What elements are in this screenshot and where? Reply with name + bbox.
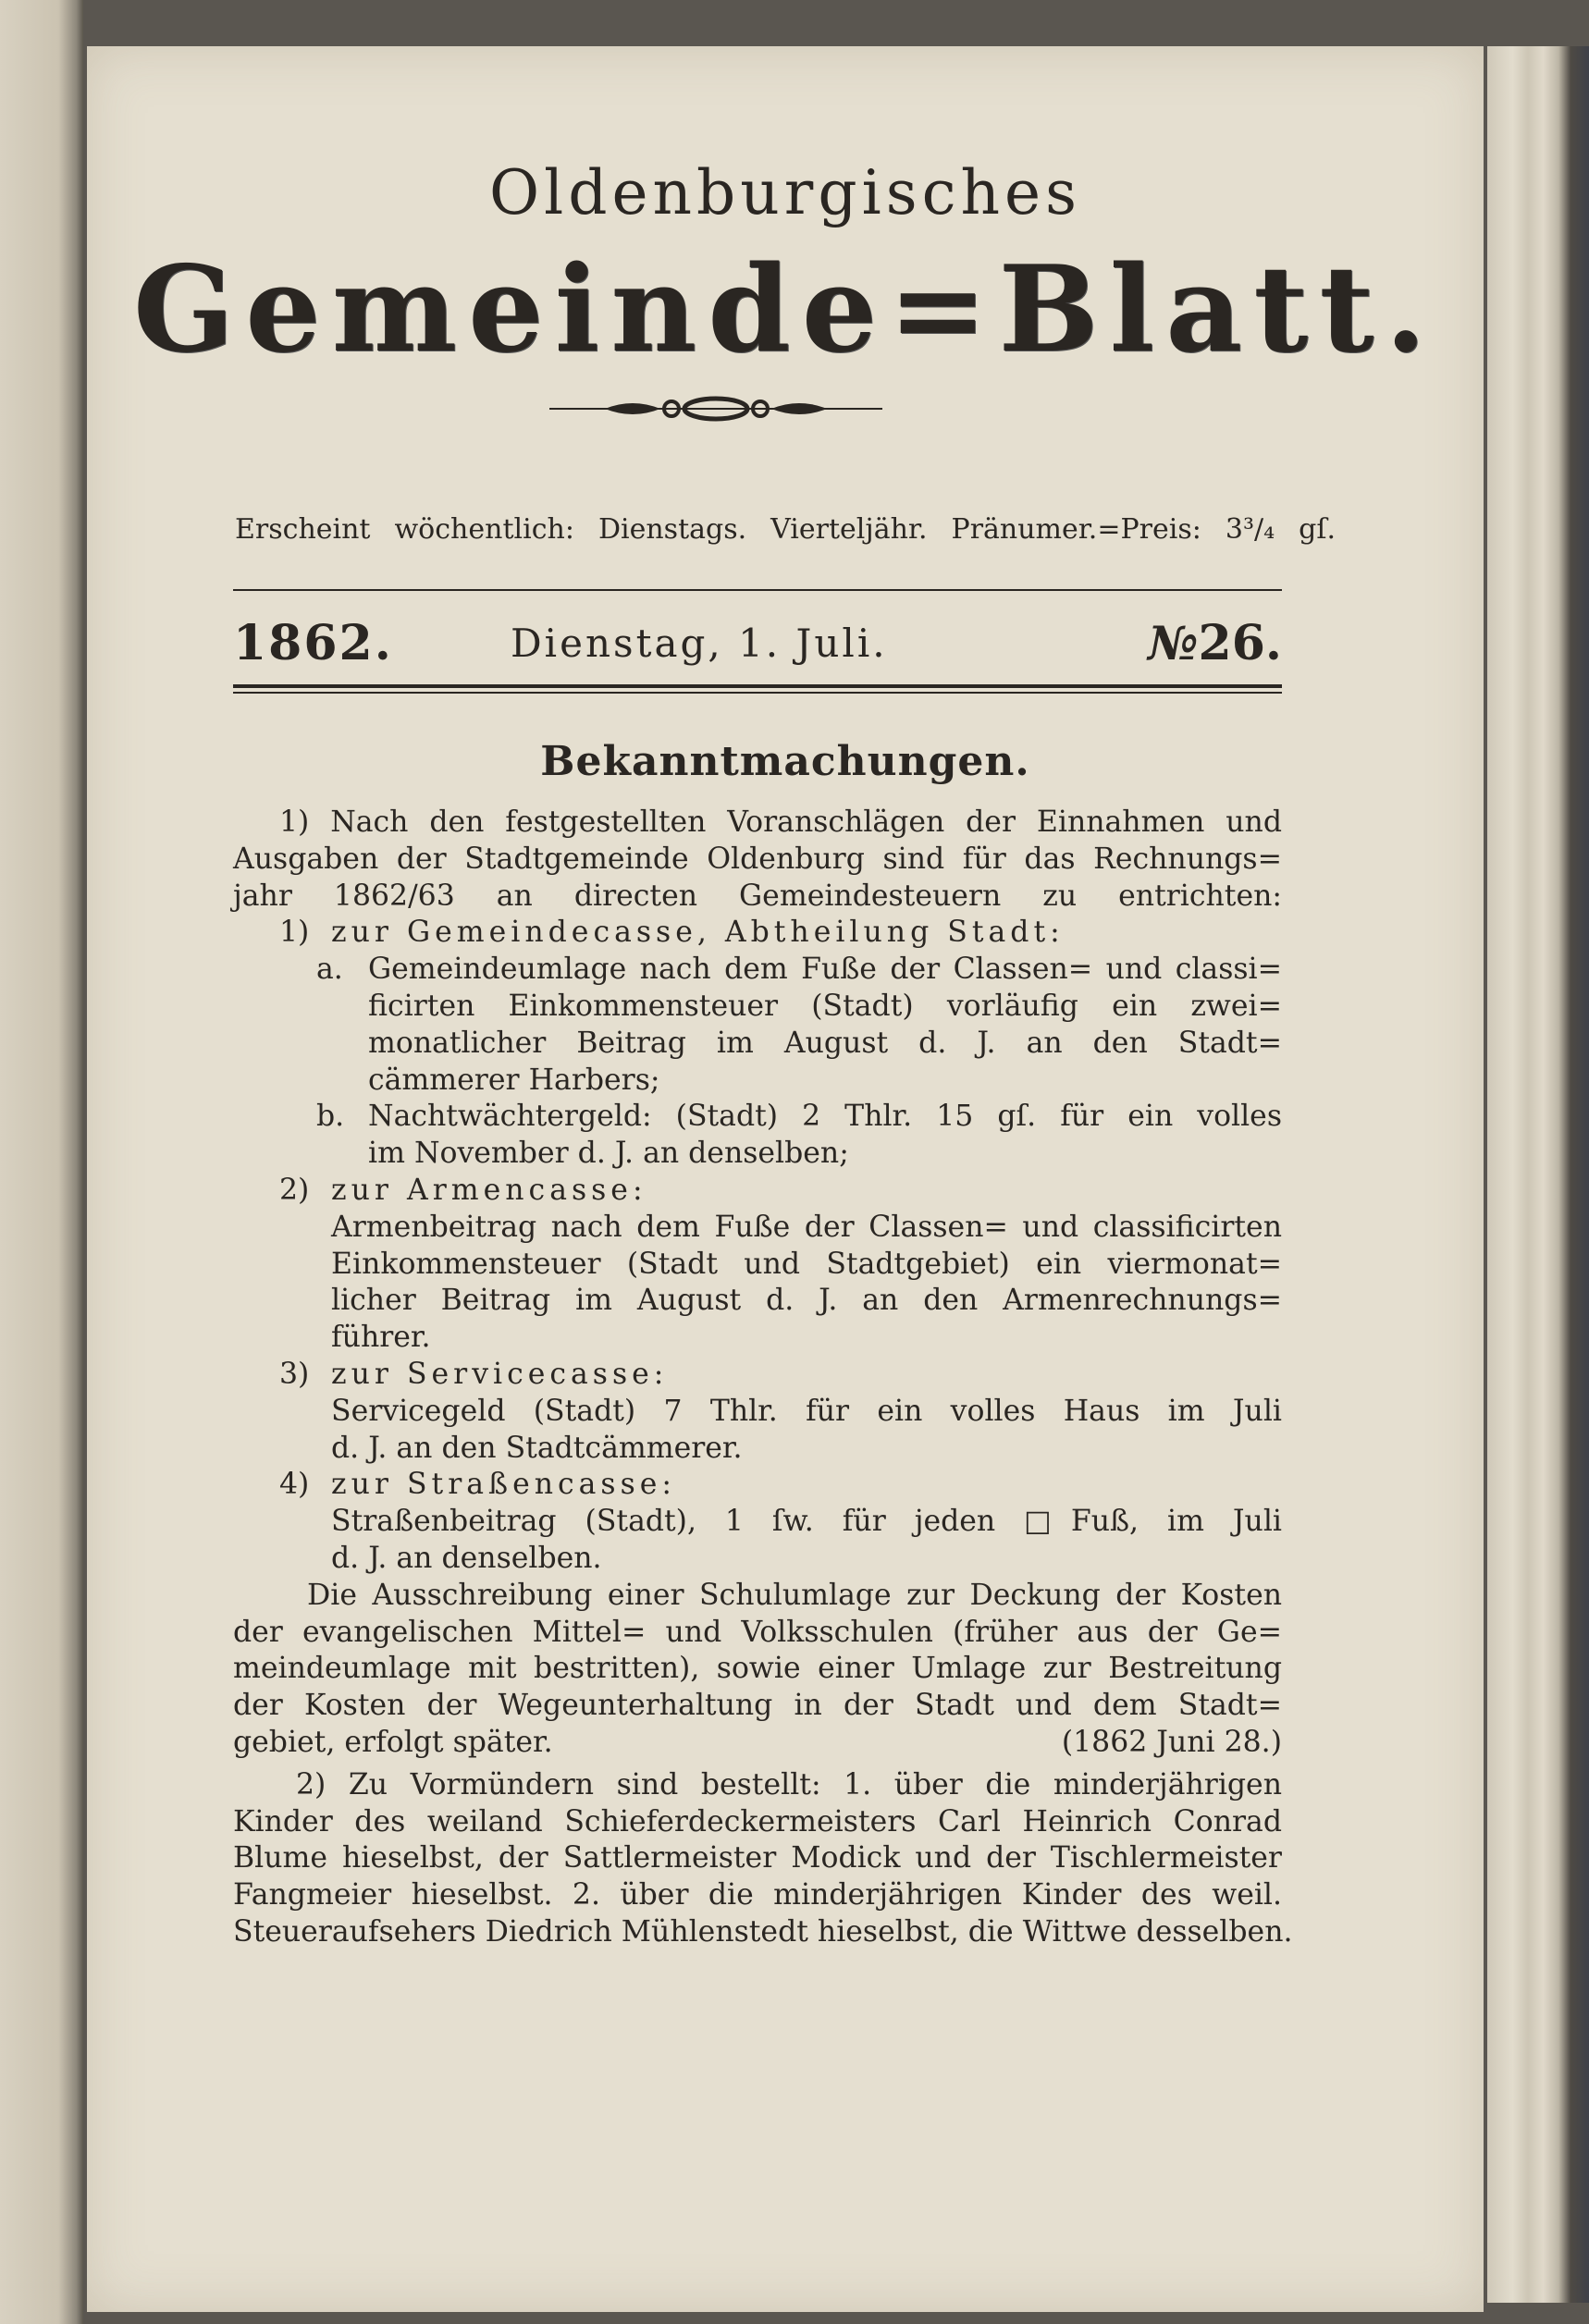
text-line: d. J. an denselben.: [331, 1541, 602, 1575]
list-item-number: 3): [279, 1357, 310, 1391]
issue-year: 1862.: [233, 615, 393, 671]
article-body: [233, 805, 1293, 1951]
sub-item-line: [233, 1099, 1282, 1136]
issue-number: [1148, 615, 1282, 671]
text-line: 1) Nach den festgestellten Voranschlägen der Einnahmen und: [279, 805, 1282, 839]
issue-number-prefix: №: [1148, 616, 1199, 670]
sub-item-text: Nachtwächtergeld: (Stadt) 2 Thlr. 15 gſ. für ein volles: [368, 1100, 1282, 1134]
text-line: 2) Zu Vormündern sind bestellt: 1. über die minderjährigen: [296, 1767, 1282, 1801]
text-line: monatlicher Beitrag im August d. J. an den Stadt=: [368, 1026, 1282, 1060]
section-heading: Bekanntmachungen.: [540, 738, 1030, 785]
list-item-heading: [233, 1357, 1282, 1394]
sub-item-label: a.: [316, 953, 343, 987]
divider-rule-thick: [233, 684, 1282, 688]
list-item-heading: [233, 915, 1282, 952]
list-item-number: 1): [279, 916, 310, 950]
text-line: Die Ausschreibung einer Schulumlage zur Deckung der Kosten: [307, 1578, 1282, 1612]
text-line: Ausgaben der Stadtgemeinde Oldenburg sind für das Rechnungs=: [233, 842, 1282, 876]
text-line: Steueraufsehers Diedrich Mühlenstedt hieselbst, die Wittwe desselben.: [233, 1914, 1293, 1949]
list-item-title: zur Servicecasse:: [331, 1357, 669, 1391]
divider-rule: [233, 589, 1282, 591]
ornament-divider-icon: [549, 390, 882, 427]
newspaper-page: [87, 46, 1484, 2312]
text-line: Armenbeitrag nach dem Fuße der Classen= und classificirten: [331, 1210, 1282, 1244]
list-item-number: 2): [279, 1173, 310, 1207]
text-line: meindeumlage mit bestritten), sowie einer Umlage zur Bestreitung: [233, 1652, 1282, 1686]
divider-rule-thin: [233, 692, 1282, 694]
text-fragment: gebiet, erfolgt später.: [233, 1725, 553, 1759]
text-line: Kinder des weiland Schieferdeckermeisters Carl Heinrich Conrad: [233, 1804, 1282, 1838]
notice-date: (1862 Juni 28.): [1061, 1725, 1282, 1759]
text-line: licher Beitrag im August d. J. an den Armenrechnungs=: [331, 1284, 1282, 1318]
list-item-heading: [233, 1467, 1282, 1504]
list-item-title: zur Armencasse:: [331, 1173, 647, 1207]
text-line: im November d. J. an denselben;: [368, 1137, 849, 1171]
text-line: ficirten Einkommensteuer (Stadt) vorläufig ein zwei=: [368, 989, 1282, 1023]
text-line: Straßenbeitrag (Stadt), 1 ſw. für jeden □Fuß, im Juli: [331, 1505, 1282, 1539]
text-line: Einkommensteuer (Stadt und Stadtgebiet) ein viermonat=: [331, 1247, 1282, 1281]
facing-page-edge: [0, 0, 83, 2324]
list-item-title: zur Gemeindecasse, Abtheilung Stadt:: [331, 916, 1065, 950]
text-line: der evangelischen Mittel= und Volksschulen (früher aus der Ge=: [233, 1615, 1282, 1649]
text-line: Blume hieselbst, der Sattlermeister Modick und der Tischlermeister: [233, 1841, 1282, 1875]
sub-item-label: b.: [316, 1100, 345, 1134]
sub-item-line: [233, 952, 1282, 989]
text-line: [233, 1725, 1282, 1762]
text-line: jahr 1862/63 an directen Gemeindesteuern zu entrichten:: [233, 879, 1282, 913]
sub-item-text: Gemeindeumlage nach dem Fuße der Classen= und classi=: [368, 953, 1282, 987]
issue-date: Dienstag, 1. Juli.: [511, 621, 888, 666]
issue-number-value: 26.: [1198, 615, 1282, 671]
text-line: cämmerer Harbers;: [368, 1063, 660, 1097]
text-line: der Kosten der Wegeunterhaltung in der Stadt und dem Stadt=: [233, 1689, 1282, 1723]
text-line: Fangmeier hieselbst. 2. über die minderjährigen Kinder des weil.: [233, 1878, 1282, 1912]
masthead-title-big: Gemeinde=Blatt.: [132, 240, 1438, 379]
text-line: Servicegeld (Stadt) 7 Thlr. für ein volles Haus im Juli: [331, 1394, 1282, 1428]
list-item-heading: [233, 1173, 1282, 1210]
book-page-edges: [1487, 46, 1589, 2303]
list-item-number: 4): [279, 1468, 310, 1502]
list-item-title: zur Straßencasse:: [331, 1468, 677, 1502]
text-line: d. J. an den Stadtcämmerer.: [331, 1431, 743, 1465]
masthead-title-small: Oldenburgisches: [489, 157, 1081, 228]
text-line: führer.: [331, 1321, 431, 1355]
masthead-subtitle: Erscheint wöchentlich: Dienstags. Vierteljähr. Pränumer.=Preis: 3³/₄ gſ.: [235, 513, 1336, 546]
dateline: [233, 615, 1282, 670]
